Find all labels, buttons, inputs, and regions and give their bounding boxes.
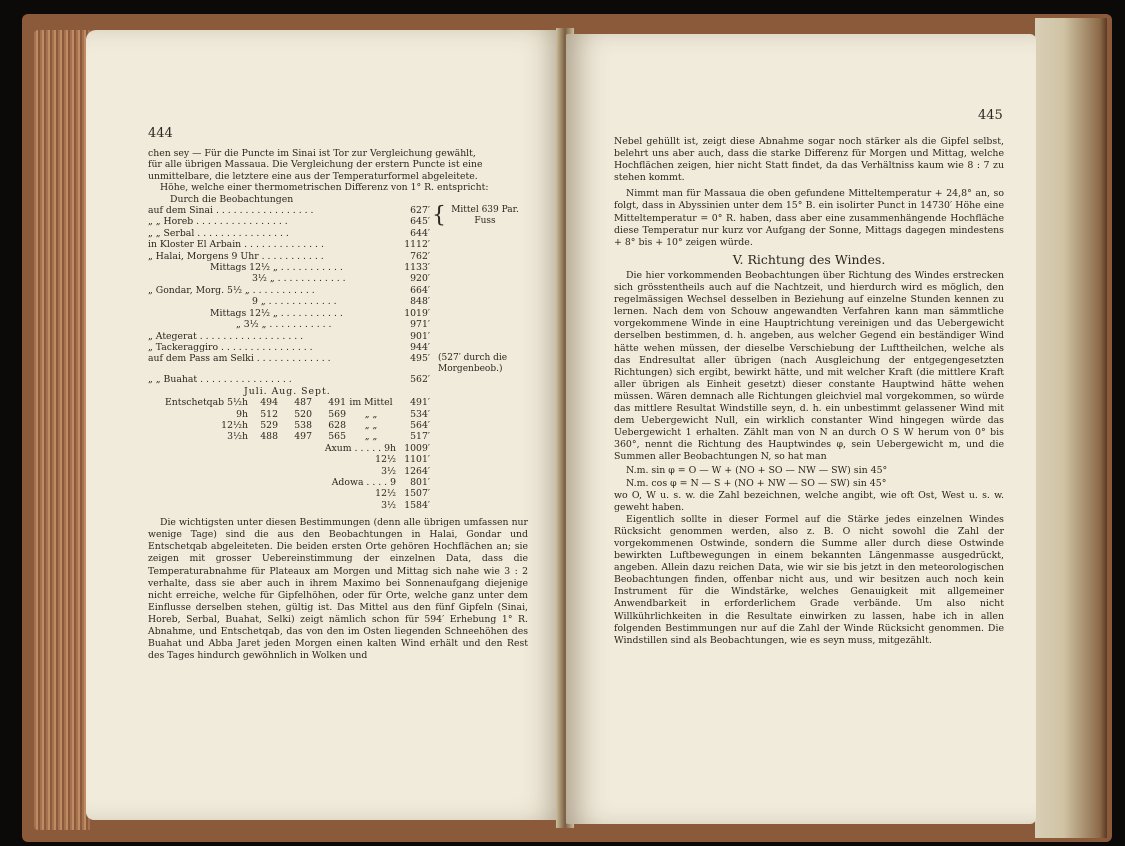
adowa-table — [148, 477, 528, 511]
table-row: Mittags 12½ „ . . . . . . . . . . . 1019′ — [210, 307, 430, 319]
table-row: auf dem Pass am Selki . . . . . . . . . . . . . 495′ (527′ durch die Morgenbeob.) — [148, 353, 528, 374]
entschetqab-table — [148, 397, 528, 443]
table-row: auf dem Sinai . . . . . . . . . . . . . . . . . 627′ — [148, 205, 430, 217]
selki-note: (527′ durch die Morgenbeob.) — [438, 353, 508, 374]
formula: N.m. cos φ = N — S + (NO + NW — SO — SW) sin 45° — [626, 477, 887, 489]
intro-line: chen sey — Für die Puncte im Sinai ist Tor zur Vergleichung gewählt, — [148, 148, 476, 159]
months-header: Juli. Aug. Sept. — [244, 385, 331, 397]
paragraph: Die hier vorkommenden Beobachtungen über Richtung des Windes erstrecken sich grösstentheils auch auf die Nachtzeit, und hierdurch wird es möglich, den regelmässigen Wechsel desselben in Beziehung auf einzelne Stunden kennen zu lernen. Nach dem von Schouw angewandten Verfahren kann man sämmtliche vorgekommene Winde in eine Hauptrichtung vereinigen und das Uebergewicht derselben bestimmen, d. h. angeben, aus welcher Gegend ein beständiger Wind hätte wehen müssen, der dieselbe Verschiebung der Lufttheilchen, welche als das Endresultat aller übrigen (nach Ausgleichung der entgegengesetzten Richtungen) sich ergibt, bewirkt hätte, und mit welcher Kraft (die mittlere Kraft aller übrigen als Einheit gesetzt) dieser constante Hauptwind hätte wehen müssen. Wären demnach alle Richtungen gleichviel mal vorgekommen, so würde das mittlere Resultat Windstille seyn, d. h. ein unbestimmt gelassener Wind mit dem Uebergewicht Null, ein wirklich constanter Wind hingegen würde das Uebergewicht 1 erhalten. Zählt man von N an durch O S W herum von 0° bis 360°, nennt die Richtung des Hauptwindes φ, sein Uebergewicht m, und die Summen aller Beobachtungen N, so hat man — [614, 269, 1004, 463]
table-row: „ „ Buahat . . . . . . . . . . . . . . . . 562′ — [148, 374, 430, 386]
brace-icon: { — [432, 203, 446, 229]
page-number-left: 444 — [148, 126, 173, 141]
table-row: 12½ 1507′ — [375, 488, 430, 500]
table-row: „ „ Serbal . . . . . . . . . . . . . . . . 644′ — [148, 227, 430, 239]
table-row: 3½h 488 497 565 „ „ 517′ — [227, 431, 430, 443]
page-number-right: 445 — [978, 108, 1003, 123]
table-row: Adowa . . . . 9 801′ — [331, 476, 430, 488]
table-row: Axum . . . . . 9h 1009′ — [324, 442, 430, 454]
intro-line: für alle übrigen Massaua. Die Vergleichung der erstern Puncte ist eine — [148, 159, 483, 171]
table-row: „ „ Horeb . . . . . . . . . . . . . . . . 645′ — [148, 216, 430, 228]
table-row: 12½ 1101′ — [375, 454, 430, 466]
table-row: 12½h 529 538 628 „ „ 564′ — [221, 419, 430, 431]
intro-line: Höhe, welche einer thermometrischen Differenz von 1° R. entspricht: — [160, 182, 489, 194]
paragraph: Eigentlich sollte in dieser Formel auf die Stärke jedes einzelnen Windes Rücksicht genommen werden, also z. B. O nicht sowohl die Zahl der vorgekommenen Ostwinde, sondern die Summe aller durch diese Ostwinde bewirkten Luftbewegungen in einem bekannten Längenmasse ausgedrückt, angeben. Allein dazu reichen Data, wie wir sie bis jetzt in den meteorologischen Beobachtungen finden, offenbar nicht aus, und wir besitzen auch noch kein Instrument für die Windstärke, welches Genauigkeit mit allgemeiner Anwendbarkeit in erforderlichem Grade verbände. Um also nicht Willkührlichkeiten in die Resultate einwirken zu lassen, habe ich in allen folgenden Bestimmungen nur auf die Zahl der Winde Rücksicht genommen. Die Windstillen sind als Beobachtungen, wie es seyn muss, mitgezählt. — [614, 513, 1004, 646]
table-row: 9h 512 520 569 „ „ 534′ — [236, 408, 430, 420]
book-page-edges-left — [34, 30, 90, 830]
right-page — [566, 34, 1036, 824]
table-row: 9 „ . . . . . . . . . . . . 848′ — [252, 296, 430, 308]
table-row: „ Ategerat . . . . . . . . . . . . . . . . . . 901′ — [148, 330, 430, 342]
closing-paragraph: Die wichtigsten unter diesen Bestimmungen (denn alle übrigen umfassen nur wenige Tage) sind die aus den Beobachtungen in Halai, Gondar und Entschetqab abgeleiteten. Die beiden ersten Orte gehören Hochflächen an; sie zeigen mit grosser Uebereinstimmung der einzelnen Data, dass die Temperaturabnahme für Plateaux am Morgen und Mittag sich nahe wie 3 : 2 verhalte, dass sie aber auch in ihrem Maximo bei Sonnenaufgang diejenige nicht erreiche, welche für Gipfelhöhen, oder für Orte, welche ganz unter dem Einflusse derselben stehen, gültig ist. Das Mittel aus den fünf Gipfeln (Sinai, Horeb, Serbal, Buahat, Selki) zeigt nämlich schon für 594′ Erhebung 1° R. Abnahme, und Entschetqab, das von den im Osten liegenden Schneehöhen des Buahat und Abba Jaret jeden Morgen einen kalten Wind erhält und den Rest des Tages hindurch gewöhnlich in Wolken und — [148, 517, 528, 662]
paragraph: wo O, W u. s. w. die Zahl bezeichnen, welche angibt, wie oft Ost, West u. s. w. geweht haben. — [614, 489, 1004, 513]
table-row: „ Gondar, Morg. 5½ „ . . . . . . . . . . . 664′ — [148, 284, 430, 296]
left-page — [86, 30, 564, 820]
paragraph: Nimmt man für Massaua die oben gefundene Mitteltemperatur + 24,8° an, so folgt, dass in Abyssinien unter dem 15° B. ein isolirter Punct in 14730′ Höhe eine Mitteltemperatur = 0° R. haben, dass aber eine zusammenhängende Hochfläche diese Temperatur nur kurz vor Aufgang der Sonne, Mittags dagegen mindestens + 8° bis + 10° zeigen würde. — [614, 188, 1004, 248]
sinai-mean-note: { Mittel 639 Par. Fuss — [432, 203, 519, 229]
book-page-edge-right — [1035, 18, 1107, 838]
axum-table — [148, 443, 528, 477]
table-row: in Kloster El Arbain . . . . . . . . . . . . . . 1112′ — [148, 239, 430, 251]
table-row: „ 3½ „ . . . . . . . . . . . 971′ — [236, 319, 430, 331]
right-page-text — [614, 136, 1004, 647]
stations-table — [148, 205, 528, 386]
table-row: 3½ 1584′ — [381, 499, 430, 511]
table-row: Entschetqab 5½h 494 487 491 im Mittel 491′ — [164, 397, 430, 409]
table-row: 3½ 1264′ — [381, 465, 430, 477]
intro-line: Durch die Beobachtungen — [170, 193, 294, 205]
paragraph: Nebel gehüllt ist, zeigt diese Abnahme sogar noch stärker als die Gipfel selbst, belehrt uns aber auch, dass die starke Differenz für Morgen und Mittag, welche Hochflächen zeigen, hier nicht Statt findet, da das Verhältniss kaum wie 8 : 7 zu stehen kommt. — [614, 136, 1004, 184]
table-row: 3½ „ . . . . . . . . . . . . 920′ — [252, 273, 430, 285]
table-row: „ Halai, Morgens 9 Uhr . . . . . . . . . . . 762′ — [148, 250, 430, 262]
intro-line: unmittelbare, die letztere eine aus der Temperaturformel abgeleitete. — [148, 170, 478, 182]
left-page-text — [148, 148, 528, 662]
table-row: „ Tackeraggiro . . . . . . . . . . . . . . . . 944′ — [148, 341, 430, 353]
section-heading: V. Richtung des Windes. — [732, 251, 886, 267]
table-row: Mittags 12½ „ . . . . . . . . . . . 1133′ — [210, 262, 430, 274]
formula: N.m. sin φ = O — W + (NO + SO — NW — SW) sin 45° — [626, 465, 888, 477]
